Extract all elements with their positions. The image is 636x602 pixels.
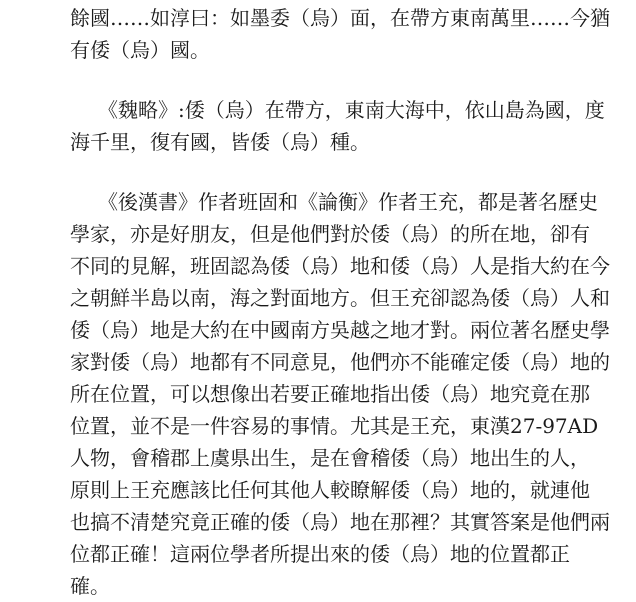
paragraph-1 [70,2,610,66]
text-line: 家對倭（烏）地都有不同意見，他們亦不能確定倭（烏）地的 [70,350,610,374]
text-line: 倭（烏）地是大約在中國南方吳越之地才對。兩位著名歷史學 [70,318,610,342]
text-line: 也搞不清楚究竟正確的倭（烏）地在那裡？其實答案是他們兩 [70,510,610,534]
text-line: 海千里，復有國，皆倭（烏）種。 [70,130,370,154]
text-line: 有倭（烏）國。 [70,38,210,62]
text-line: 位都正確！這兩位學者所提出來的倭（烏）地的位置都正 [70,542,570,566]
text-line: 所在位置，可以想像出若要正確地指出倭（烏）地究竟在那 [70,382,590,406]
paragraph-2 [70,94,605,158]
text-line: 之朝鮮半島以南，海之對面地方。但王充卻認為倭（烏）人和 [70,286,610,310]
text-line: 人物，會稽郡上虞県出生，是在會稽倭（烏）地出生的人， [70,446,590,470]
text-line: 原則上王充應該比任何其他人較瞭解倭（烏）地的，就連他 [70,478,590,502]
text-line: 《魏略》:倭（烏）在帶方，東南大海中，依山島為國，度 [98,98,605,122]
text-line: 位置，並不是一件容易的事情。尤其是王充，東漢27-97AD [70,414,599,438]
text-line: 學家，亦是好朋友，但是他們對於倭（烏）的所在地，卻有 [70,222,590,246]
text-line: 《後漢書》作者班固和《論衡》作者王充，都是著名歷史 [98,190,598,214]
text-line: 不同的見解，班固認為倭（烏）地和倭（烏）人是指大約在今 [70,254,610,278]
paragraph-3 [70,186,610,602]
document-body [70,0,610,602]
text-line: 確。 [70,574,110,598]
text-line: 餘國……如淳曰：如墨委（烏）面，在帶方東南萬里……今猶 [70,6,610,30]
